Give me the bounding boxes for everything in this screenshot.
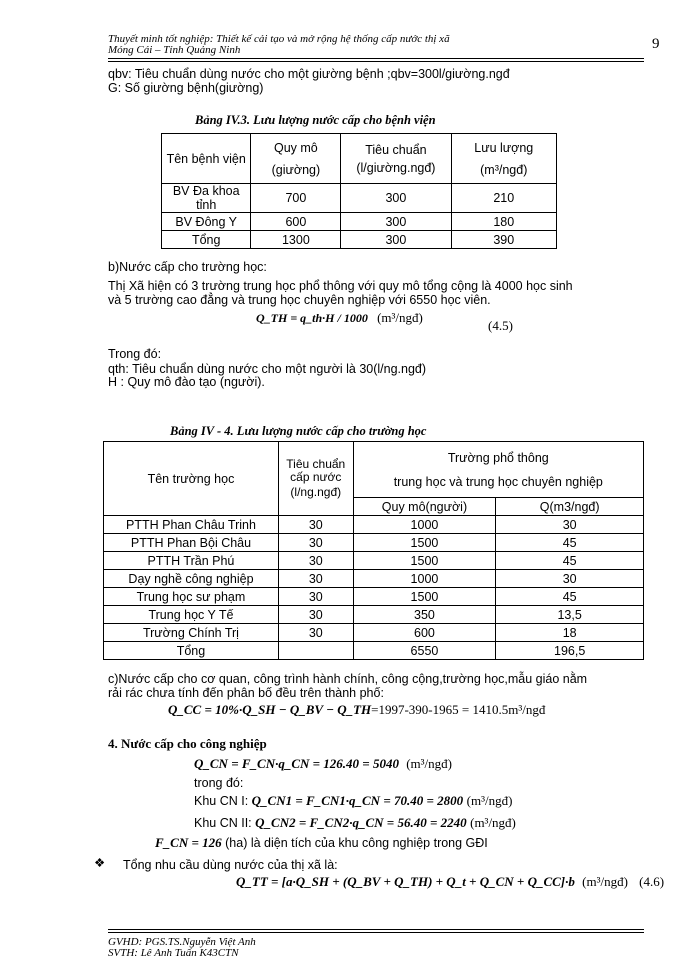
table3-header-flow: Lưu lượng (m³/ngđ) <box>451 134 556 184</box>
cell-name: BV Đa khoa tỉnh <box>162 184 251 213</box>
header-title-line1: Thuyết minh tốt nghiệp: Thiết kế cải tạo và mở rộng hệ thống cấp nước thị xã <box>108 33 450 45</box>
cell-std <box>278 642 353 660</box>
schools-para-2: và 5 trường cao đẳng và trung học chuyên nghiệp với 6550 học viên. <box>108 293 491 307</box>
cell-scale: 700 <box>251 184 341 213</box>
table-row <box>104 516 644 534</box>
cell-q: 30 <box>496 516 644 534</box>
header-rule <box>108 58 644 59</box>
cell-std: 30 <box>278 624 353 642</box>
total-line: Tổng nhu cầu dùng nước của thị xã là: <box>123 858 338 872</box>
formula-industry-unit: (m³/ngđ) <box>406 756 452 771</box>
formula-industry-expression: Q_CN = F_CN·q_CN = 126.40 = 5040 <box>194 756 399 771</box>
table4-header-name: Tên trường học <box>104 442 279 516</box>
cell-scale: 1000 <box>353 516 496 534</box>
cell-name: BV Đông Y <box>162 213 251 231</box>
table4-header-std: Tiêu chuẩn cấp nước (l/ng.ngđ) <box>278 442 353 516</box>
cell-std: 30 <box>278 606 353 624</box>
kcn1-line <box>194 794 512 808</box>
hospital-table <box>161 133 557 249</box>
cell-name: PTTH Trần Phú <box>104 552 279 570</box>
formula-public-result: =1997-390-1965 = 1410.5m³/ngđ <box>371 702 546 717</box>
table-row <box>104 624 644 642</box>
cell-scale: 1500 <box>353 534 496 552</box>
cell-name: PTTH Phan Châu Trinh <box>104 516 279 534</box>
cell-flow: 180 <box>451 213 556 231</box>
qbv-definition: qbv: Tiêu chuẩn dùng nước cho một giường bệnh ;qbv=300l/giường.ngđ <box>108 67 510 81</box>
header-title-line2: Móng Cái – Tỉnh Quảng Ninh <box>108 44 241 56</box>
formula-4-5-unit: (m³/ngđ) <box>377 310 423 325</box>
cell-q: 196,5 <box>496 642 644 660</box>
kcn2-label: Khu CN II: <box>194 816 252 830</box>
footer-supervisor: GVHD: PGS.TS.Nguyễn Việt Anh <box>108 936 256 948</box>
cell-q: 13,5 <box>496 606 644 624</box>
formula-4-5-expression: Q_TH = q_th·H / 1000 <box>256 311 368 325</box>
formula-total-unit: (m³/ngđ) <box>582 874 628 889</box>
footer-student: SVTH: Lê Anh Tuấn K43CTN <box>108 947 239 959</box>
cell-name: Trung học Y Tế <box>104 606 279 624</box>
table-row <box>104 606 644 624</box>
cell-scale: 600 <box>353 624 496 642</box>
table-row <box>162 213 557 231</box>
kcn1-unit: (m³/ngđ) <box>466 793 513 808</box>
public-para-2: rải rác chưa tính đến phân bố đều trên thành phố: <box>108 686 384 700</box>
schools-para-1: Thị Xã hiện có 3 trường trung học phổ thông với quy mô tổng cộng là 4000 học sinh <box>108 279 573 293</box>
cell-std: 300 <box>341 213 451 231</box>
cell-q: 18 <box>496 624 644 642</box>
kcn2-formula: Q_CN2 = F_CN2·q_CN = 56.40 = 2240 <box>255 815 467 830</box>
kcn2-line <box>194 816 516 830</box>
formula-4-5 <box>256 310 423 326</box>
table3-caption: Bảng IV.3. Lưu lượng nước cấp cho bệnh viện <box>195 113 436 127</box>
cell-scale: 350 <box>353 606 496 624</box>
cell-scale: 1500 <box>353 588 496 606</box>
cell-std: 30 <box>278 570 353 588</box>
cell-scale: 1000 <box>353 570 496 588</box>
cell-name: PTTH Phan Bội Châu <box>104 534 279 552</box>
page-number: 9 <box>652 36 660 52</box>
table-row <box>104 534 644 552</box>
kcn1-formula: Q_CN1 = F_CN1·q_CN = 70.40 = 2800 <box>251 793 464 808</box>
table3-header-scale: Quy mô (giường) <box>251 134 341 184</box>
cell-name: Trung học sư phạm <box>104 588 279 606</box>
formula-total-expression: Q_TT = [a·Q_SH + (Q_BV + Q_TH) + Q_t + Q_CN + Q_CC]·b <box>236 874 575 889</box>
diamond-bullet-icon: ❖ <box>94 856 106 870</box>
cell-name: Tổng <box>104 642 279 660</box>
kcn2-unit: (m³/ngđ) <box>470 815 516 830</box>
table3-header-name: Tên bệnh viện <box>162 134 251 184</box>
cell-scale: 6550 <box>353 642 496 660</box>
cell-name: Dạy nghề công nghiệp <box>104 570 279 588</box>
table4-header-group: Trường phổ thông trung học và trung học chuyên nghiệp <box>353 442 643 498</box>
qth-definition: qth: Tiêu chuẩn dùng nước cho một người là 30(l/ng.ngđ) <box>108 362 427 376</box>
table4-header-scale: Quy mô(người) <box>353 498 496 516</box>
cell-flow: 390 <box>451 231 556 249</box>
page-header <box>108 34 638 56</box>
h-definition: H : Quy mô đào tạo (người). <box>108 375 265 389</box>
table3-header-std: Tiêu chuẩn (l/giường.ngđ) <box>341 134 451 184</box>
cell-std: 30 <box>278 534 353 552</box>
table-row <box>104 570 644 588</box>
table4-header-q: Q(m3/ngđ) <box>496 498 644 516</box>
cell-q: 30 <box>496 570 644 588</box>
table4-caption: Bảng IV - 4. Lưu lượng nước cấp cho trường học <box>170 424 427 438</box>
header-rule-2 <box>108 61 644 62</box>
kcn1-label: Khu CN I: <box>194 794 249 808</box>
cell-q: 45 <box>496 534 644 552</box>
formula-industry <box>194 756 452 772</box>
cell-std: 300 <box>341 231 451 249</box>
formula-total <box>236 874 664 890</box>
schools-heading: b)Nước cấp cho trường học: <box>108 260 267 274</box>
table-row <box>104 588 644 606</box>
table-row <box>104 642 644 660</box>
industry-where: trong đó: <box>194 776 244 790</box>
cell-q: 45 <box>496 552 644 570</box>
public-para-1: c)Nước cấp cho cơ quan, công trình hành chính, công cộng,trường học,mẫu giáo nằm <box>108 672 588 686</box>
formula-public <box>168 702 545 718</box>
area-formula: F_CN = 126 <box>155 835 222 850</box>
formula-public-expression: Q_CC = 10%·Q_SH − Q_BV − Q_TH <box>168 702 372 717</box>
cell-std: 30 <box>278 516 353 534</box>
cell-q: 45 <box>496 588 644 606</box>
cell-std: 30 <box>278 552 353 570</box>
cell-scale: 1300 <box>251 231 341 249</box>
table-row <box>162 231 557 249</box>
area-line <box>155 836 488 850</box>
cell-std: 300 <box>341 184 451 213</box>
cell-std: 30 <box>278 588 353 606</box>
cell-flow: 210 <box>451 184 556 213</box>
cell-name: Tổng <box>162 231 251 249</box>
table-row <box>104 552 644 570</box>
footer-rule <box>108 929 644 930</box>
g-definition: G: Số giường bệnh(giường) <box>108 81 264 95</box>
table-row <box>162 184 557 213</box>
area-text: (ha) là diện tích của khu công nghiệp trong GĐI <box>225 836 488 850</box>
formula-4-5-number: (4.5) <box>488 318 513 333</box>
cell-scale: 600 <box>251 213 341 231</box>
cell-scale: 1500 <box>353 552 496 570</box>
cell-name: Trường Chính Trị <box>104 624 279 642</box>
footer-rule-2 <box>108 932 644 933</box>
formula-total-number: (4.6) <box>639 874 665 889</box>
industry-heading: 4. Nước cấp cho công nghiệp <box>108 736 267 751</box>
schools-table <box>103 441 644 660</box>
where-label: Trong đó: <box>108 347 162 361</box>
